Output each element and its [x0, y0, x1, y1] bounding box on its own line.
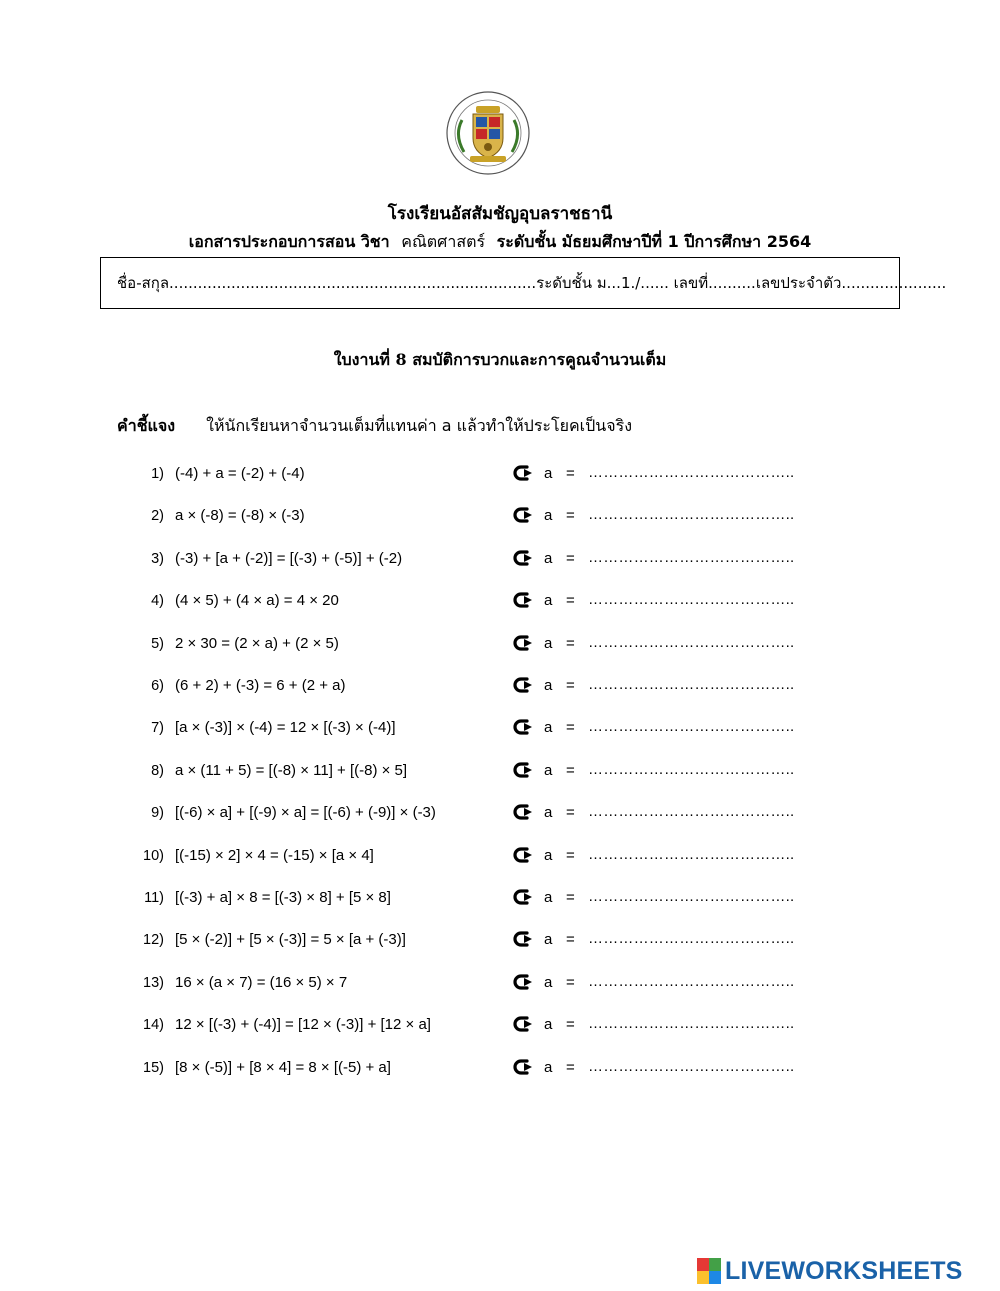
- answer-blank[interactable]: …………………………………..: [588, 506, 795, 524]
- question-row: [0, 714, 1000, 744]
- question-equation: [(-3) + a] × 8 = [(-3) × 8] + [5 × 8]: [175, 889, 391, 906]
- school-crest-icon: [432, 90, 544, 176]
- answer-variable: a: [544, 677, 553, 694]
- question-row: [0, 630, 1000, 660]
- question-row: [0, 884, 1000, 914]
- answer-blank[interactable]: …………………………………..: [588, 803, 795, 821]
- answer-variable: a: [544, 465, 553, 482]
- answer-variable: a: [544, 761, 553, 779]
- answer-blank[interactable]: …………………………………..: [588, 1015, 795, 1033]
- question-row: [0, 757, 1000, 787]
- question-row: [0, 969, 1000, 999]
- answer-blank[interactable]: …………………………………..: [588, 464, 795, 481]
- question-number: 3): [151, 550, 164, 567]
- answer-variable: a: [544, 804, 553, 822]
- question-equation: (4 × 5) + (4 × a) = 4 × 20: [175, 592, 339, 610]
- question-equation: 2 × 30 = (2 × a) + (2 × 5): [175, 634, 339, 652]
- right-curved-arrow-icon: [512, 675, 534, 695]
- right-curved-arrow-icon: [512, 887, 534, 907]
- answer-equals: =: [566, 719, 575, 737]
- question-number: 12): [143, 932, 164, 949]
- right-curved-arrow-icon: [512, 463, 534, 483]
- worksheet-title: ใบงานที่ 8 สมบัติการบวกและการคูณจำนวนเต็ม: [333, 350, 667, 369]
- question-number: 15): [143, 1059, 164, 1076]
- answer-equals: =: [566, 1058, 575, 1076]
- student-info-line[interactable]: ชื่อ-สกุล.............................................................................ระดับชั้น ม...1./...... เลขที่..........เลขประจำตัว......................: [117, 274, 947, 292]
- answer-blank[interactable]: …………………………………..: [588, 548, 795, 566]
- question-row: [0, 1054, 1000, 1084]
- question-number: 1): [151, 466, 164, 482]
- right-curved-arrow-icon: [512, 1057, 534, 1077]
- question-number: 2): [151, 508, 164, 525]
- badge-square: [709, 1271, 721, 1284]
- student-info-box: [100, 257, 947, 309]
- question-equation: [(-15) × 2] × 4 = (-15) × [a × 4]: [175, 846, 374, 864]
- right-curved-arrow-icon: [512, 1014, 534, 1034]
- answer-equals: =: [566, 1016, 575, 1034]
- answer-blank[interactable]: …………………………………..: [588, 1057, 795, 1075]
- answer-variable: a: [544, 549, 553, 567]
- answer-variable: a: [544, 1016, 553, 1034]
- answer-variable: a: [544, 1058, 553, 1076]
- instructions: [117, 414, 632, 439]
- answer-blank[interactable]: …………………………………..: [588, 930, 795, 948]
- answer-blank[interactable]: …………………………………..: [588, 718, 795, 736]
- question-row: [0, 842, 1000, 872]
- question-number: 9): [151, 805, 164, 822]
- instruction-text: ให้นักเรียนหาจำนวนเต็มที่แทนค่า a แล้วทำให้ประโยคเป็นจริง: [206, 416, 633, 435]
- right-curved-arrow-icon: [512, 505, 534, 525]
- question-equation: [5 × (-2)] + [5 × (-3)] = 5 × [a + (-3)]: [175, 931, 406, 949]
- question-number: 8): [151, 762, 164, 779]
- question-equation: 12 × [(-3) + (-4)] = [12 × (-3)] + [12 × a]: [175, 1016, 431, 1034]
- answer-blank[interactable]: …………………………………..: [588, 676, 795, 693]
- right-curved-arrow-icon: [512, 972, 534, 992]
- instruction-label: คำชี้แจง: [117, 416, 176, 435]
- answer-variable: a: [544, 889, 553, 906]
- right-curved-arrow-icon: [512, 760, 534, 780]
- badge-square: [709, 1258, 721, 1271]
- question-equation: a × (11 + 5) = [(-8) × 11] + [(-8) × 5]: [175, 761, 408, 779]
- question-row: [0, 926, 1000, 956]
- question-equation: [8 × (-5)] + [8 × 4] = 8 × [(-5) + a]: [175, 1058, 391, 1076]
- question-equation: a × (-8) = (-8) × (-3): [175, 507, 305, 525]
- answer-blank[interactable]: …………………………………..: [588, 591, 795, 609]
- school-name: โรงเรียนอัสสัมชัญอุบลราชธานี: [387, 204, 613, 224]
- answer-equals: =: [566, 592, 575, 610]
- question-number: 13): [143, 974, 164, 991]
- question-row: [0, 502, 1000, 532]
- answer-blank[interactable]: …………………………………..: [588, 845, 795, 863]
- question-equation: [a × (-3)] × (-4) = 12 × [(-3) × (-4)]: [175, 719, 396, 737]
- right-curved-arrow-icon: [512, 633, 534, 653]
- answer-variable: a: [544, 634, 553, 652]
- question-equation: (-3) + [a + (-2)] = [(-3) + (-5)] + (-2): [175, 549, 403, 567]
- answer-equals: =: [566, 846, 575, 864]
- document-subtitle: [0, 230, 1000, 255]
- badge-square: [697, 1258, 709, 1271]
- question-row: [0, 799, 1000, 829]
- right-curved-arrow-icon: [512, 845, 534, 865]
- answer-equals: =: [566, 804, 575, 822]
- question-equation: [(-6) × a] + [(-9) × a] = [(-6) + (-9)] × (-3): [175, 804, 436, 822]
- answer-variable: a: [544, 931, 553, 949]
- question-row: [0, 587, 1000, 617]
- answer-blank[interactable]: …………………………………..: [588, 972, 795, 990]
- liveworksheets-logo: [697, 1255, 963, 1287]
- answer-equals: =: [566, 634, 575, 652]
- liveworksheets-badge-icon: [697, 1258, 721, 1284]
- subject-name: คณิตศาสตร์: [401, 232, 486, 251]
- answer-equals: =: [566, 507, 575, 525]
- document-prefix: เอกสารประกอบการสอน วิชา: [188, 232, 390, 251]
- question-row: [0, 672, 1000, 702]
- question-number: 14): [143, 1017, 164, 1034]
- answer-variable: a: [544, 592, 553, 610]
- question-number: 4): [151, 593, 164, 610]
- answer-equals: =: [566, 761, 575, 779]
- liveworksheets-wordmark: LIVEWORKSHEETS: [725, 1256, 963, 1285]
- grade-year-info: ระดับชั้น มัธยมศึกษาปีที่ 1 ปีการศึกษา 2564: [496, 232, 812, 251]
- answer-equals: =: [566, 973, 575, 991]
- answer-equals: =: [566, 931, 575, 949]
- question-number: 10): [143, 847, 164, 864]
- answer-variable: a: [544, 507, 553, 525]
- right-curved-arrow-icon: [512, 802, 534, 822]
- answer-equals: =: [566, 677, 575, 694]
- right-curved-arrow-icon: [512, 717, 534, 737]
- badge-square: [697, 1271, 709, 1284]
- question-row: [0, 545, 1000, 575]
- answer-equals: =: [566, 465, 575, 482]
- answer-variable: a: [544, 973, 553, 991]
- question-number: 6): [151, 678, 164, 694]
- answer-equals: =: [566, 889, 575, 906]
- answer-blank[interactable]: …………………………………..: [588, 633, 795, 651]
- question-number: 7): [151, 720, 164, 737]
- question-number: 5): [151, 635, 164, 652]
- right-curved-arrow-icon: [512, 590, 534, 610]
- question-number: 11): [144, 890, 164, 906]
- question-row: [0, 1011, 1000, 1041]
- answer-variable: a: [544, 846, 553, 864]
- question-equation: (6 + 2) + (-3) = 6 + (2 + a): [175, 677, 346, 694]
- answer-blank[interactable]: …………………………………..: [588, 760, 795, 778]
- question-equation: 16 × (a × 7) = (16 × 5) × 7: [175, 973, 348, 991]
- answer-equals: =: [566, 549, 575, 567]
- question-row: [0, 460, 1000, 490]
- right-curved-arrow-icon: [512, 548, 534, 568]
- question-equation: (-4) + a = (-2) + (-4): [175, 465, 305, 482]
- right-curved-arrow-icon: [512, 929, 534, 949]
- answer-blank[interactable]: …………………………………..: [588, 888, 795, 905]
- answer-variable: a: [544, 719, 553, 737]
